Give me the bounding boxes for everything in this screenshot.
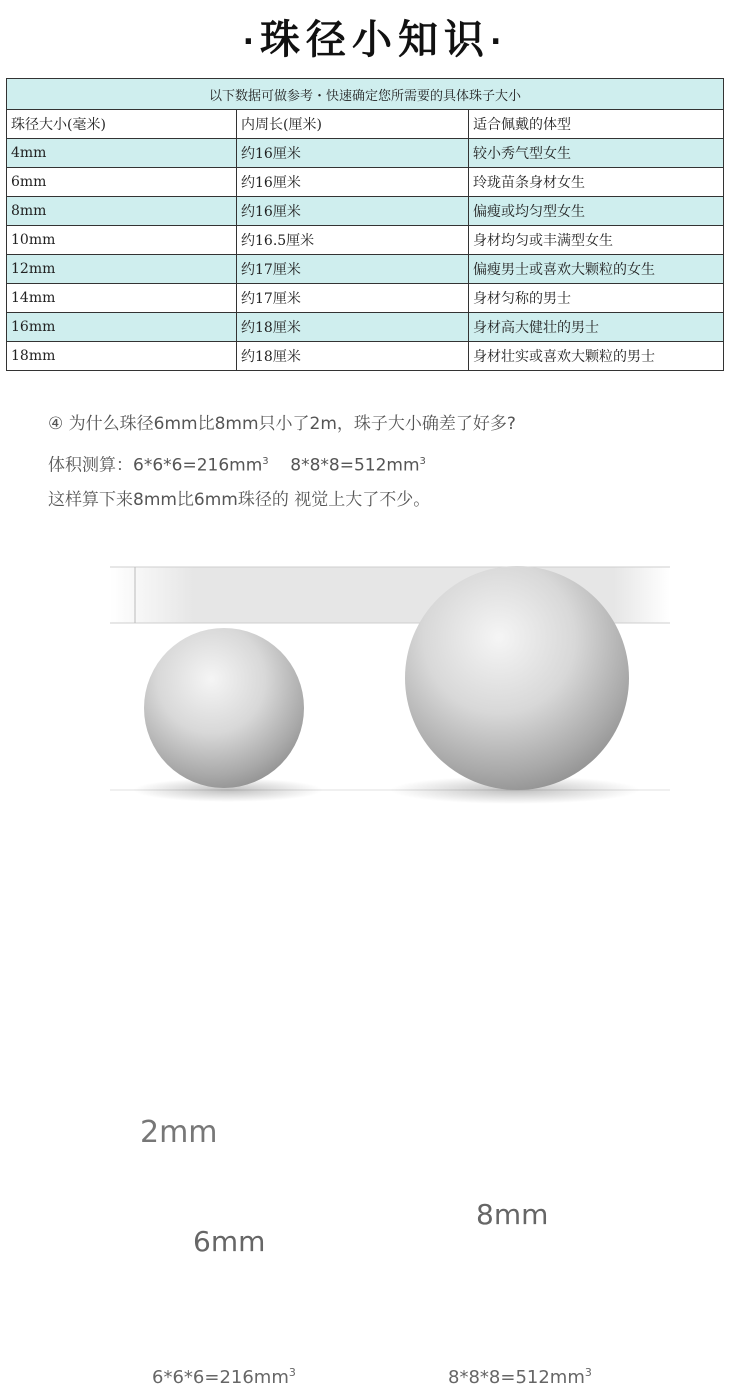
table-row	[7, 255, 724, 284]
table-row	[7, 313, 724, 342]
cube-superscript: 3	[584, 1366, 592, 1379]
cell-body-type: 身材匀称的男士	[469, 284, 724, 313]
large-bead-volume-caption	[448, 1366, 592, 1388]
bead-comparison-illustration	[0, 540, 750, 1388]
cell-body-type: 身材壮实或喜欢大颗粒的男士	[469, 342, 724, 371]
table-row	[7, 342, 724, 371]
table-row	[7, 139, 724, 168]
large-bead-label: 8mm	[476, 1198, 549, 1231]
conclusion-line: 这样算下来8mm比6mm珠径的 视觉上大了不少。	[48, 490, 431, 510]
title-dot-left: ·	[242, 24, 260, 60]
cell-circumference: 约18厘米	[237, 342, 469, 371]
cell-body-type: 身材高大健壮的男士	[469, 313, 724, 342]
cube-superscript: 3	[288, 1366, 296, 1379]
header-circumference: 内周长(厘米)	[237, 110, 469, 139]
cell-diameter: 12mm	[7, 255, 237, 284]
explanation-notes	[48, 405, 728, 519]
table-row	[7, 168, 724, 197]
table-row	[7, 284, 724, 313]
calc-label: 体积测算：	[48, 455, 133, 476]
table-row	[7, 197, 724, 226]
page-title	[0, 8, 750, 65]
bead-size-table	[6, 78, 724, 371]
cell-circumference: 约16厘米	[237, 139, 469, 168]
calc-8mm: 8*8*8=512mm	[290, 455, 420, 476]
cell-diameter: 18mm	[7, 342, 237, 371]
large-bead-volume: 8*8*8=512mm	[448, 1367, 585, 1388]
difference-label: 2mm	[140, 1115, 218, 1150]
calc-6mm: 6*6*6=216mm	[133, 455, 263, 476]
volume-calc-line	[48, 443, 728, 481]
bead-comparison-graphic	[0, 540, 750, 902]
table-header-row	[7, 110, 724, 139]
cell-diameter: 16mm	[7, 313, 237, 342]
cube-superscript: 3	[419, 456, 426, 467]
table-row	[7, 226, 724, 255]
small-bead-volume-caption	[152, 1366, 296, 1388]
cell-circumference: 约17厘米	[237, 255, 469, 284]
page-title-text: 珠径小知识	[260, 17, 490, 63]
cell-circumference: 约16厘米	[237, 168, 469, 197]
cell-body-type: 身材均匀或丰满型女生	[469, 226, 724, 255]
header-diameter: 珠径大小(毫米)	[7, 110, 237, 139]
question-line: ④ 为什么珠径6mm比8mm只小了2m，珠子大小确差了好多?	[48, 414, 516, 434]
small-bead-label: 6mm	[193, 1225, 266, 1258]
small-bead-6mm	[144, 628, 304, 788]
cell-circumference: 约16厘米	[237, 197, 469, 226]
table-caption-row	[7, 79, 724, 110]
large-bead-8mm	[405, 566, 629, 790]
header-body-type: 适合佩戴的体型	[469, 110, 724, 139]
cell-diameter: 8mm	[7, 197, 237, 226]
cell-diameter: 6mm	[7, 168, 237, 197]
cell-diameter: 10mm	[7, 226, 237, 255]
title-dot-right: ·	[490, 24, 508, 60]
table-caption: 以下数据可做参考・快速确定您所需要的具体珠子大小	[7, 79, 724, 110]
cell-body-type: 较小秀气型女生	[469, 139, 724, 168]
cell-circumference: 约17厘米	[237, 284, 469, 313]
small-bead-volume: 6*6*6=216mm	[152, 1367, 289, 1388]
cell-diameter: 14mm	[7, 284, 237, 313]
cell-body-type: 玲珑苗条身材女生	[469, 168, 724, 197]
cell-circumference: 约18厘米	[237, 313, 469, 342]
cell-body-type: 偏瘦男士或喜欢大颗粒的女生	[469, 255, 724, 284]
cell-diameter: 4mm	[7, 139, 237, 168]
cube-superscript: 3	[262, 456, 269, 467]
cell-body-type: 偏瘦或均匀型女生	[469, 197, 724, 226]
cell-circumference: 约16.5厘米	[237, 226, 469, 255]
